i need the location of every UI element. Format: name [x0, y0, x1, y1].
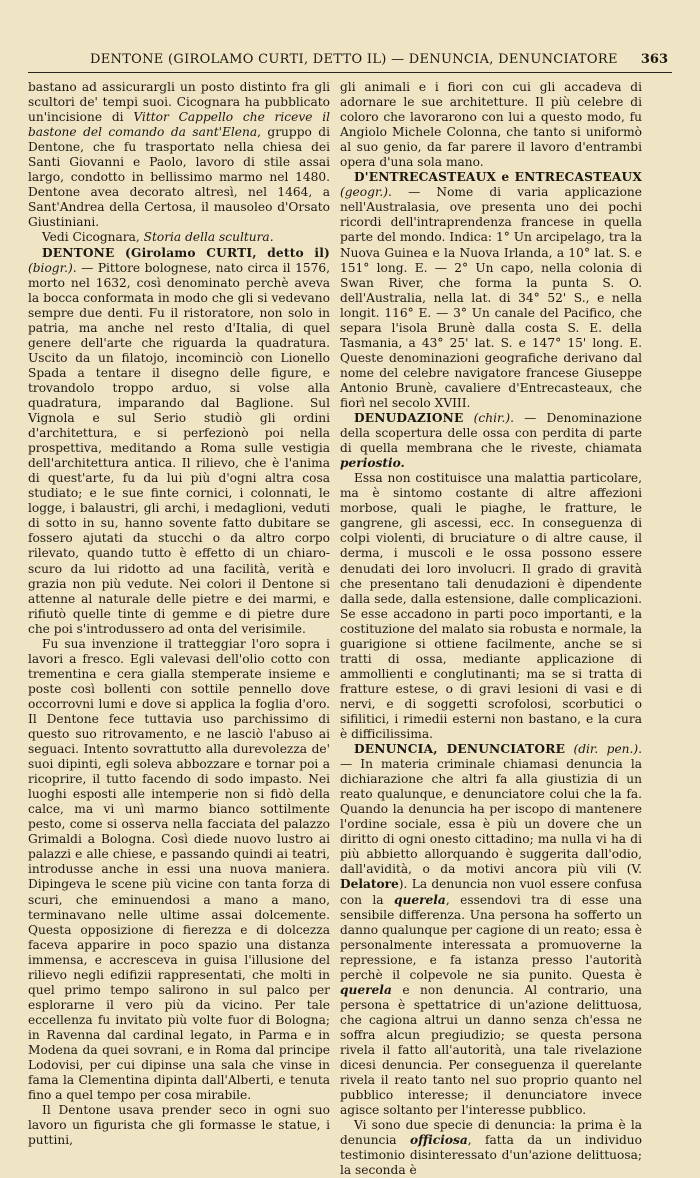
paragraph: gli animali e i fiori con cui gli accadeva di adornare le sue architetture. Il più celebre di coloro che lavorarono con lui a questo modo, fu Angiolo Michele Colonna, che tanto si uniformò al suo genio, da far parere il lavoro d'entrambi opera d'una sola mano.	[340, 80, 642, 170]
entry-dentone: DENTONE (Girolamo CURTI, detto il) (biogr.). — Pittore bolognese, nato circa il 1576, morto nel 1632, così denominato perchè aveva la bocca conformata in modo che gli si vedevano sempre due denti. Fu il ristoratore, non solo in patria, ma anche nel resto d'Italia, di quel genere dell'arte che riguarda la quadratura. Uscito da un filatojo, incominciò con Lionello Spada a tentare il disegno delle figure, e trovandolo troppo arduo, si volse alla quadratura, imparando dal Baglione. Sul Vignola e sul Serio studiò gli ordini d'architettura, e si perfezionò poi nella prospettiva, meditando a Roma sulle vestigia dell'architettura antica. Il rilievo, che è l'anima di quest'arte, fu da lui più d'ogni altra cosa studiato; e le sue finte cornici, i colonnati, le logge, i balaustri, gli archi, i medaglioni, veduti di sotto in su, hanno sovente fatto dubitare se fossero ajutati da stucchi o da altro corpo rilevato, quando tutto è effetto di un chiaro-scuro da lui ridotto ad una facilità, verità e grazia non più vedute. Nei colori il Dentone si attenne al naturale delle pietre e dei marmi, e rifiutò quelle tinte di gemme e di pietre dure che poi s'introdussero ad onta del verisimile.	[28, 245, 330, 636]
entry-category: (biogr.)	[28, 260, 73, 275]
entry-headword: DENUDAZIONE	[354, 411, 464, 426]
right-column	[340, 80, 643, 1178]
entry-category: (chir.)	[473, 411, 511, 426]
entry-denuncia: DENUNCIA, DENUNCIATORE (dir. pen.). — In materia criminale chiamasi denuncia la dichiarazione che altri fa alla giustizia di un reato qualunque, e denunciatore colui che la fa. Quando la denuncia ha per iscopo di mantenere l'ordine sociale, essa è più un dovere che un diritto di ogni onesto cittadino; ma nulla vi ha di più abbietto allorquando è suggerita dall'odio, dall'avidità, o da motivi ancora più vili (V. Delatore). La denuncia non vuol essere confusa con la querela, essendovi tra di esse una sensibile differenza. Una persona ha sofferto un danno qualunque per cagione di un reato; essa è personalmente interessata a promuoverne la repressione, e fa istanza presso l'autorità perchè il colpevole ne sia punito. Questa è querela e non denuncia. Al contrario, una persona è spettatrice di un'azione delittuosa, che cagiona altrui un danno senza ch'essa ne soffra alcun pregiudizio; se questa persona rivela il fatto all'autorità, una tale rivelazione dicesi denuncia. Per conseguenza il querelante rivela il reato tanto nel suo proprio quanto nel pubblico interesse; il denunciatore invece agisce soltanto per l'interesse pubblico.	[340, 742, 643, 1118]
artwork-title: Vittor Cappello che riceve il bastone del comando da sant'Elena	[28, 110, 330, 140]
running-title: DENTONE (GIROLAMO CURTI, DETTO IL) — DENUNCIA, DENUNCIATORE	[90, 52, 618, 67]
cross-reference: Delatore	[340, 877, 399, 892]
page-header	[28, 50, 672, 73]
left-column	[28, 80, 330, 1148]
entry-headword: DENUNCIA, DENUNCIATORE	[354, 742, 566, 757]
paragraph: bastano ad assicurargli un posto distinto fra gli scultori de' tempi suoi. Cicognara ha pubblicato un'incisione di Vittor Cappello che riceve il bastone del comando da sant'Elena, gruppo di Dentone, che fu trasportato nella chiesa dei Santi Giovanni e Paolo, lavoro di stile assai largo, condotto in bellissimo marmo nel 1480. Dentone avea decorato altresì, nel 1464, a Sant'Andrea della Certosa, il mausoleo d'Orsato Giustiniani.	[28, 80, 330, 230]
reference-line: Vedi Cicognara, Storia della scultura.	[42, 230, 274, 245]
paragraph: Fu sua invenzione il tratteggiar l'oro sopra i lavori a fresco. Egli valevasi dell'olio cotto con trementina e cera gialla stemperate insieme e poste così bollenti con sottile pennello dove occorrovni lumi e dove si applica la foglia d'oro. Il Dentone fece tuttavia uso parchissimo di questo suo ritrovamento, e ne lasciò l'abuso ai seguaci. Intento sovrattutto alla durevolezza de' suoi dipinti, egli soleva abbozzare e tornar poi a ricoprire, il tutto facendo di sodo impasto. Nei luoghi esposti alle intemperie non si fidò della calce, ma vi unì marmo bianco sottilmente pesto, come si osserva nella facciata del palazzo Grimaldi a Bologna. Così diede nuovo lustro ai palazzi e alle chiese, e passando quindi ai teatri, introdusse anche in essi una nuova maniera. Dipingeva le scene più vicine con tanta forza di scuri, che eminuendosi a mano a mano, terminavano nelle ultime assai dolcemente. Questa opposizione di fierezza e di dolcezza faceva apparire in poco spazio una distanza immensa, e accresceva in guisa l'illusione del rilievo negli edifizii rappresentati, che molti in quel primo tempo salirono in sul palco per esplorarne il vero più da vicino. Per tale eccellenza fu invitato più volte fuor di Bologna; in Ravenna dal cardinal legato, in Parma e in Modena da quei sovrani, e in Roma dal principe Lodovisi, per cui dipinse una sala che vinse in fama la Clementina dipinta dall'Alberti, e tenuta fino a quel tempo per cosa mirabile.	[28, 636, 330, 1103]
key-term: officiosa	[409, 1133, 468, 1148]
paragraph: Vi sono due specie di denuncia: la prima è la denuncia officiosa, fatta da un individuo testimonio disinteressato d'un'azione delittuosa; la seconda è	[340, 1118, 642, 1178]
key-term: querela	[340, 982, 392, 997]
paragraph: Il Dentone usava prender seco in ogni suo lavoro un figurista che gli formasse le statue, i puttini,	[28, 1103, 330, 1148]
key-term: querela	[393, 892, 446, 907]
entry-entrecasteaux: D'ENTRECASTEAUX e ENTRECASTEAUX (geogr.). — Nome di varia applicazione nell'Australasia, ove presenta uno dei pochi ricordi dell'intraprendenza francese in quella parte del mondo. Indica: 1° Un arcipelago, tra la Nuova Guinea e la Nuova Irlanda, a 10° lat. S. e 151° long. E. — 2° Un capo, nella colonia di Swan River, che forma la punta S. O. dell'Australia, nella lat. di 34° 52' S., e nella longit. 116° E. — 3° Un canale del Pacifico, che separa l'isola Brunè dalla costa S. E. della Tasmania, a 43° 25' lat. S. e 147° 15' long. E. Queste denominazioni geografiche derivano dal nome del celebre navigatore francese Giuseppe Antonio Brunè, cavaliere d'Entrecasteaux, che fiorì nel secolo XVIII.	[340, 170, 642, 410]
entry-category: (geogr.)	[340, 185, 389, 200]
page-number: 363	[640, 52, 668, 67]
entry-denudazione: DENUDAZIONE (chir.). — Denominazione della scopertura delle ossa con perdita di parte di quella membrana che le riveste, chiamata periostio.	[340, 411, 642, 471]
paragraph: Essa non costituisce una malattia particolare, ma è sintomo costante di altre affezioni morbose, quali le piaghe, le fratture, le gangrene, gli ascessi, ecc. In conseguenza di colpi violenti, di bruciature o di altre cause, il derma, i muscoli e le ossa possono essere denudati dei loro involucri. Il grado di gravità che presentano tali denudazioni è dipendente dalla sede, dalla estensione, dalle complicazioni. Se esse accadono in parti poco importanti, e la costituzione del malato sia robusta e normale, la guarigione si ottiene facilmente, anche se si tratti di ossa, mediante applicazione di ammollienti e conglutinanti; ma se si tratta di fratture estese, o di gravi lesioni di vasi e di nervi, e di soggetti scrofolosi, scorbutici o sifilitici, i rimedii esterni non bastano, e la cura è difficilissima.	[340, 471, 642, 742]
entry-category: (dir. pen.)	[573, 742, 639, 757]
key-term: periostio.	[340, 456, 405, 471]
book-title: Storia della scultura.	[143, 230, 274, 245]
entry-headword: D'ENTRECASTEAUX e ENTRECASTEAUX	[354, 170, 642, 185]
entry-headword: DENTONE (Girolamo CURTI, detto il)	[42, 245, 330, 260]
